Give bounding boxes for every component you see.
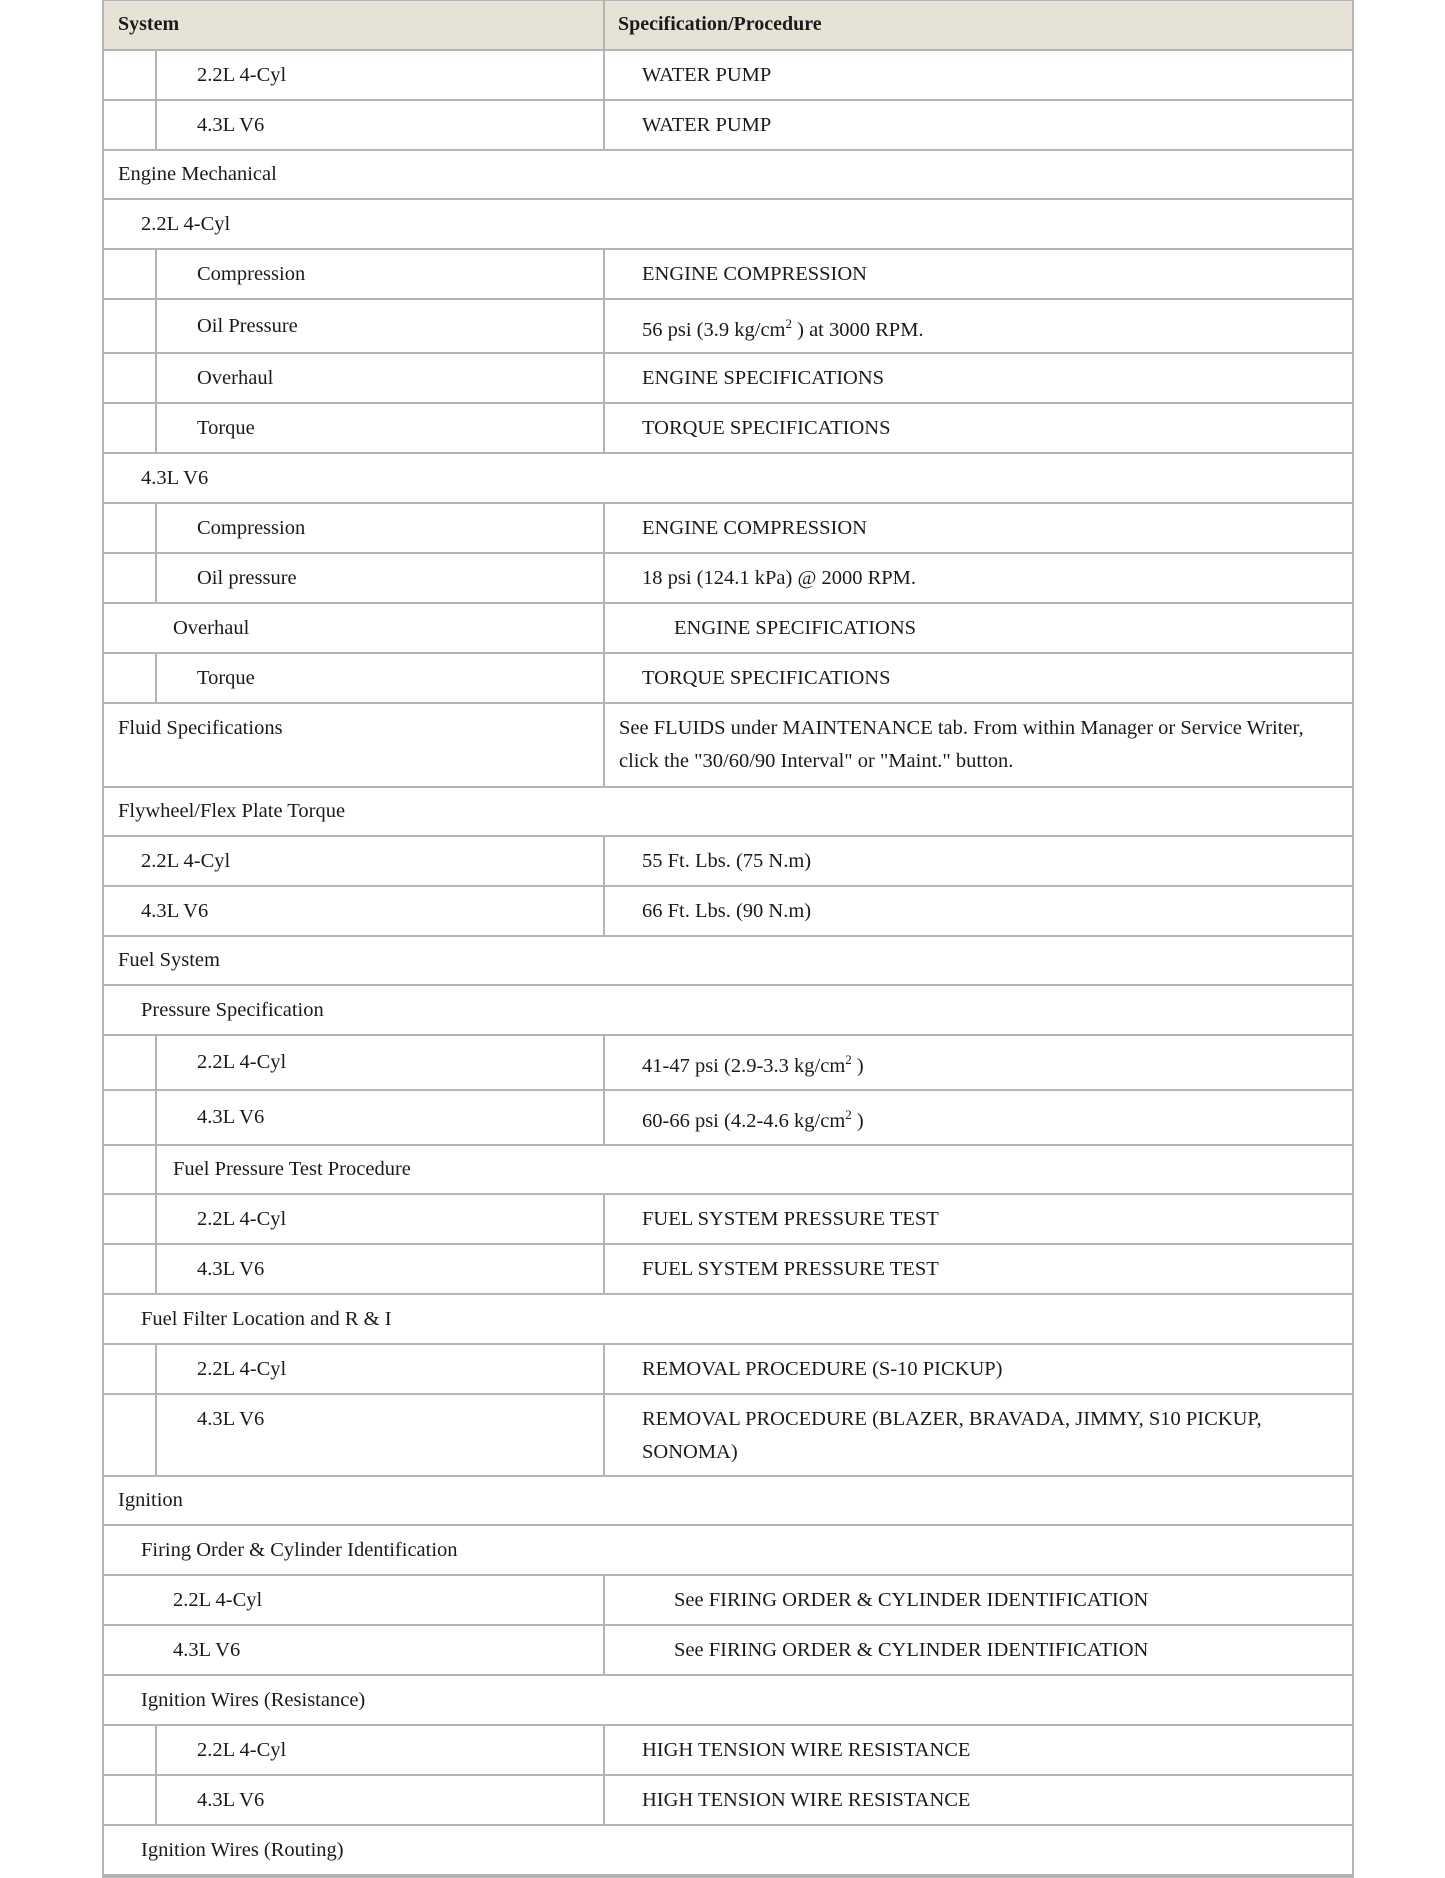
spec-text: REMOVAL PROCEDURE (BLAZER, BRAVADA, JIMMY, S10 PICKUP, SONOMA) [642,1408,1262,1463]
system-cell: 2.2L 4-Cyl [141,213,231,235]
column-divider [603,1726,605,1774]
spec-text-tail: ) at 3000 RPM. [792,319,924,341]
column-divider [603,354,605,402]
table-row [104,1345,1352,1395]
indent-divider [155,404,157,452]
spec-text: HIGH TENSION WIRE RESISTANCE [642,1739,971,1761]
spec-text: 66 Ft. Lbs. (90 N.m) [642,900,812,922]
table-row [104,1036,1352,1091]
spec-text: ENGINE SPECIFICATIONS [642,367,885,389]
system-cell: Ignition [118,1489,183,1511]
column-divider [603,654,605,702]
column-divider [603,1091,605,1144]
system-cell: Torque [197,417,255,439]
spec-cell [642,1353,1003,1386]
indent-divider [155,300,157,352]
spec-cell [642,662,891,695]
table-row [104,1776,1352,1826]
system-cell: 2.2L 4-Cyl [197,1739,287,1761]
spec-cell [642,562,916,595]
system-cell: Compression [197,517,306,539]
indent-divider [155,51,157,99]
indent-divider [155,1091,157,1144]
spec-cell [642,1050,864,1083]
table-header [104,0,1352,51]
table-row [104,151,1352,200]
spec-cell [674,1584,1148,1617]
column-divider [603,1626,605,1674]
system-cell: 4.3L V6 [141,900,209,922]
table-row [104,51,1352,101]
spec-text: TORQUE SPECIFICATIONS [642,417,891,439]
indent-divider [155,1036,157,1089]
system-cell: 4.3L V6 [197,1258,265,1280]
system-cell: Ignition Wires (Routing) [141,1839,344,1861]
system-cell: 4.3L V6 [141,467,209,489]
system-cell: Overhaul [197,367,274,389]
table-row [104,1477,1352,1526]
system-cell: Compression [197,263,306,285]
system-cell: 2.2L 4-Cyl [197,1358,287,1380]
superscript: 2 [785,316,792,331]
table-row [104,1195,1352,1245]
spec-cell [642,258,867,291]
table-row [104,788,1352,837]
table-row [104,354,1352,404]
indent-divider [155,504,157,552]
table-row [104,1576,1352,1626]
spec-text: WATER PUMP [642,114,772,136]
system-cell: Pressure Specification [141,999,324,1021]
system-cell: Oil pressure [197,567,297,589]
column-divider [603,837,605,885]
spec-cell [642,59,771,92]
column-divider [603,1245,605,1293]
system-cell: 2.2L 4-Cyl [197,1051,287,1073]
spec-text: ENGINE SPECIFICATIONS [674,617,917,639]
column-divider [603,250,605,298]
column-divider [603,101,605,149]
system-cell: Fuel Filter Location and R & I [141,1308,392,1330]
spec-cell [642,895,811,928]
system-cell: Torque [197,667,255,689]
column-divider [603,1345,605,1393]
spec-text: FUEL SYSTEM PRESSURE TEST [642,1208,939,1230]
spec-cell [642,1784,970,1817]
spec-cell [619,712,1340,778]
system-cell: 2.2L 4-Cyl [141,850,231,872]
spec-cell [642,109,771,142]
table-row [104,454,1352,504]
spec-text: 56 psi (3.9 kg/cm [642,319,786,341]
table-row [104,1676,1352,1726]
table-row [104,1091,1352,1146]
indent-divider [155,1345,157,1393]
spec-text: ENGINE COMPRESSION [642,263,867,285]
table-row [104,101,1352,151]
spec-text: See FLUIDS under MAINTENANCE tab. From within Manager or Service Writer, click the "30/60/90 Interval" or "Maint." button. [619,717,1304,772]
column-divider [603,1195,605,1243]
table-row [104,986,1352,1036]
spec-cell [674,1634,1148,1667]
table-body [104,51,1352,1876]
table-row [104,300,1352,354]
spec-cell [642,1203,939,1236]
indent-divider [155,354,157,402]
column-divider [603,300,605,352]
superscript: 2 [845,1107,852,1122]
column-divider [603,1776,605,1824]
spec-cell [642,314,924,347]
system-cell: Fluid Specifications [118,717,283,739]
table-row [104,1726,1352,1776]
spec-text: HIGH TENSION WIRE RESISTANCE [642,1789,971,1811]
table-row [104,1295,1352,1345]
spec-text: 55 Ft. Lbs. (75 N.m) [642,850,812,872]
column-divider [603,1036,605,1089]
table-row [104,937,1352,986]
column-divider [603,554,605,602]
spec-table [102,0,1354,1878]
indent-divider [155,1395,157,1475]
table-row [104,887,1352,937]
indent-divider [155,654,157,702]
system-cell: Overhaul [173,617,250,639]
table-row [104,704,1352,788]
spec-text: REMOVAL PROCEDURE (S-10 PICKUP) [642,1358,1003,1380]
table-row [104,604,1352,654]
header-system: System [118,13,180,35]
spec-text: 18 psi (124.1 kPa) @ 2000 RPM. [642,567,917,589]
superscript: 2 [845,1052,852,1067]
spec-text-tail: ) [851,1055,864,1077]
spec-text: 41-47 psi (2.9-3.3 kg/cm [642,1055,846,1077]
table-row [104,250,1352,300]
column-divider [603,704,605,786]
column-divider [603,1,605,49]
spec-text: TORQUE SPECIFICATIONS [642,667,891,689]
system-cell: Firing Order & Cylinder Identification [141,1539,458,1561]
spec-text: ENGINE COMPRESSION [642,517,867,539]
table-row [104,1395,1352,1477]
column-divider [603,1576,605,1624]
system-cell: Fuel Pressure Test Procedure [173,1158,411,1180]
table-row [104,504,1352,554]
spec-cell [642,1403,1340,1469]
column-divider [603,404,605,452]
header-spec: Specification/Procedure [618,13,822,35]
system-cell: Fuel System [118,949,220,971]
table-row [104,554,1352,604]
table-row [104,1146,1352,1195]
table-row [104,1626,1352,1676]
spec-cell [642,1105,864,1138]
table-row [104,1245,1352,1295]
spec-text: See FIRING ORDER & CYLINDER IDENTIFICATION [674,1639,1149,1661]
column-divider [603,1395,605,1475]
spec-cell [642,1734,970,1767]
column-divider [603,887,605,935]
indent-divider [155,101,157,149]
spec-text: See FIRING ORDER & CYLINDER IDENTIFICATION [674,1589,1149,1611]
indent-divider [155,250,157,298]
table-row [104,200,1352,250]
spec-text: FUEL SYSTEM PRESSURE TEST [642,1258,939,1280]
spec-cell [642,362,884,395]
table-row [104,654,1352,704]
system-cell: 2.2L 4-Cyl [173,1589,263,1611]
system-cell: Oil Pressure [197,315,298,337]
table-row [104,404,1352,454]
system-cell: 4.3L V6 [197,114,265,136]
spec-text-tail: ) [851,1110,864,1132]
indent-divider [155,1245,157,1293]
system-cell: Engine Mechanical [118,163,277,185]
system-cell: Flywheel/Flex Plate Torque [118,800,346,822]
spec-cell [642,845,811,878]
table-row [104,1526,1352,1576]
column-divider [603,51,605,99]
column-divider [603,604,605,652]
system-cell: Ignition Wires (Resistance) [141,1689,366,1711]
spec-cell [674,612,916,645]
column-divider [603,504,605,552]
spec-cell [642,512,867,545]
indent-divider [155,1726,157,1774]
spec-text: 60-66 psi (4.2-4.6 kg/cm [642,1110,846,1132]
indent-divider [155,1776,157,1824]
system-cell: 4.3L V6 [197,1789,265,1811]
indent-divider [155,554,157,602]
system-cell: 4.3L V6 [173,1639,241,1661]
spec-cell [642,1253,939,1286]
indent-divider [155,1195,157,1243]
system-cell: 4.3L V6 [197,1106,265,1128]
indent-divider [155,1146,157,1193]
system-cell: 2.2L 4-Cyl [197,1208,287,1230]
table-row [104,1826,1352,1876]
system-cell: 2.2L 4-Cyl [197,64,287,86]
table-row [104,837,1352,887]
system-cell: 4.3L V6 [197,1408,265,1430]
spec-text: WATER PUMP [642,64,772,86]
spec-cell [642,412,891,445]
